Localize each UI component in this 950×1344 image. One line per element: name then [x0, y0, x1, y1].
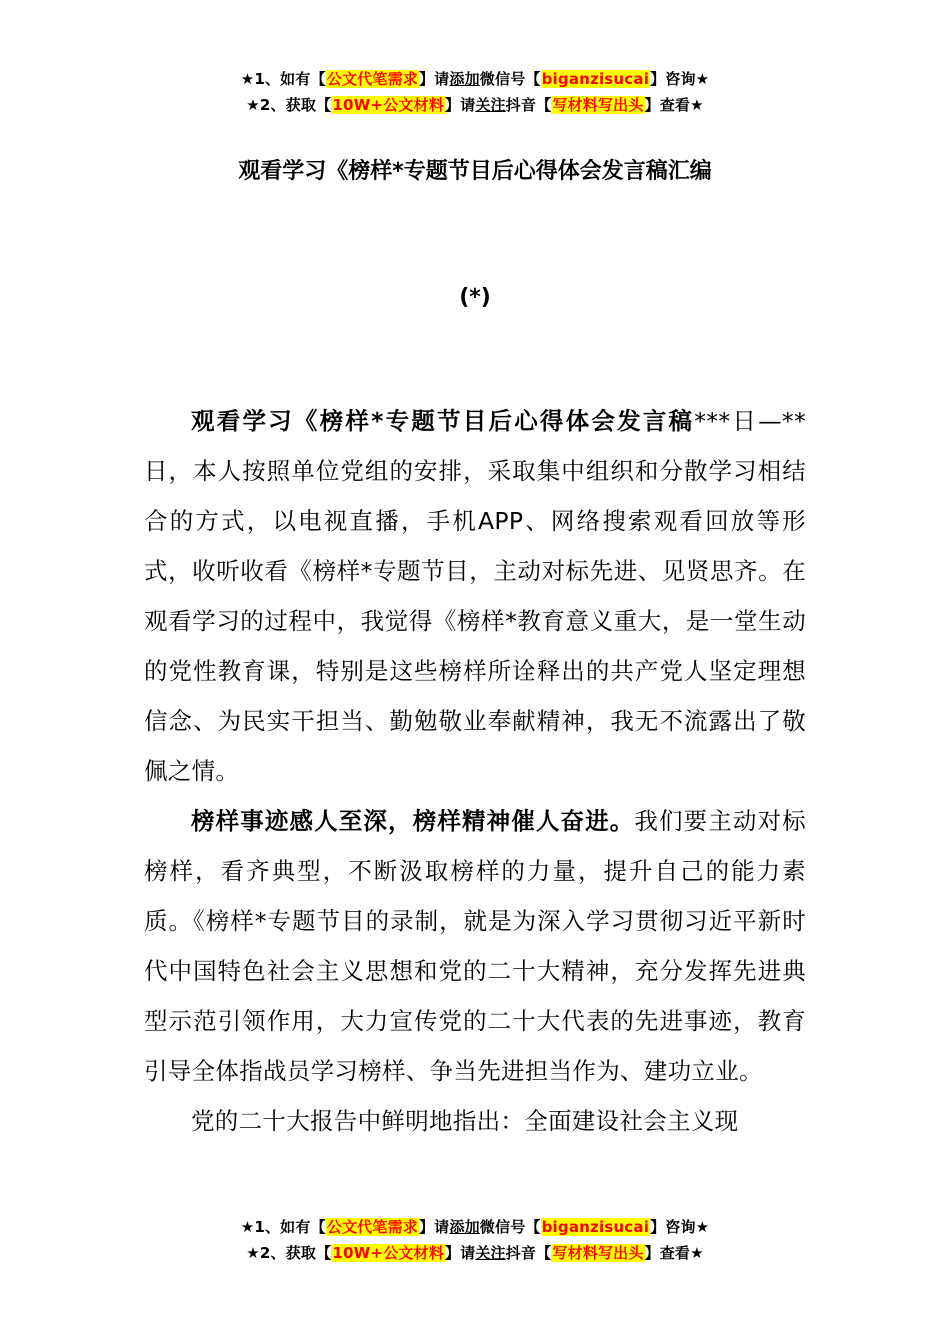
banner-text: 】请	[444, 96, 476, 114]
banner-underlined: 关注	[475, 96, 506, 114]
banner-highlight: biganzisucai	[541, 1218, 650, 1236]
banner-line-1	[0, 66, 950, 92]
banner-text: ★1、如有【	[240, 70, 326, 88]
banner-text: 】请	[418, 70, 450, 88]
banner-text: 】查看★	[644, 96, 704, 114]
section-marker: (*)	[459, 285, 491, 310]
paragraph-lead: 榜样事迹感人至深，榜样精神催人奋进。	[191, 807, 635, 835]
paragraph-text: ***日—**日，本人按照单位党组的安排，采取集中组织和分散学习相结合的方式，以电视直播，手机APP、网络搜索观看回放等形式，收听收看《榜样*专题节目，主动对标先进、见贤思齐。在观看学习的过程中，我觉得《榜样*教育意义重大，是一堂生动的党性教育课，特别是这些榜样所诠释出的共产党人坚定理想信念、为民实干担当、勤勉敬业奉献精神，我无不流露出了敬佩之情。	[144, 407, 806, 785]
banner-line-1	[0, 1214, 950, 1240]
banner-highlight: 公文代笔需求	[326, 1218, 418, 1236]
banner-text: 】咨询★	[650, 1218, 710, 1236]
banner-text: ★2、获取【	[246, 96, 332, 114]
banner-underlined: 关注	[475, 1244, 506, 1262]
banner-text: 】请	[444, 1244, 476, 1262]
banner-underlined: 添加	[449, 1218, 480, 1236]
footer-banner	[0, 1214, 950, 1266]
banner-highlight: 10W+公文材料	[332, 96, 444, 114]
body-paragraph	[144, 1096, 806, 1146]
header-banner	[0, 66, 950, 118]
paragraph-lead: 观看学习《榜样*专题节目后心得体会发言稿	[191, 407, 695, 435]
banner-underlined: 添加	[449, 70, 480, 88]
banner-highlight: biganzisucai	[541, 70, 650, 88]
banner-highlight: 写材料写出头	[552, 1244, 644, 1262]
banner-text: 抖音【	[505, 96, 552, 114]
document-body	[144, 396, 806, 1186]
banner-text: ★1、如有【	[240, 1218, 326, 1236]
banner-line-2	[0, 1240, 950, 1266]
paragraph-text: 我们要主动对标榜样，看齐典型，不断汲取榜样的力量，提升自己的能力素质。《榜样*专题节目的录制，就是为深入学习贯彻习近平新时代中国特色社会主义思想和党的二十大精神，充分发挥先进典型示范引领作用，大力宣传党的二十大代表的先进事迹，教育引导全体指战员学习榜样、争当先进担当作为、建功立业。	[144, 807, 806, 1085]
body-paragraph	[144, 396, 806, 796]
banner-text: 】查看★	[644, 1244, 704, 1262]
banner-text: 微信号【	[479, 1218, 541, 1236]
banner-highlight: 公文代笔需求	[326, 70, 418, 88]
banner-highlight: 10W+公文材料	[332, 1244, 444, 1262]
banner-text: 】请	[418, 1218, 450, 1236]
banner-text: ★2、获取【	[246, 1244, 332, 1262]
banner-text: 】咨询★	[650, 70, 710, 88]
banner-line-2	[0, 92, 950, 118]
banner-highlight: 写材料写出头	[552, 96, 644, 114]
banner-text: 抖音【	[505, 1244, 552, 1262]
paragraph-text: 党的二十大报告中鲜明地指出：全面建设社会主义现	[191, 1107, 739, 1135]
banner-text: 微信号【	[479, 70, 541, 88]
document-title: 观看学习《榜样*专题节目后心得体会发言稿汇编	[238, 159, 712, 184]
body-paragraph	[144, 796, 806, 1096]
